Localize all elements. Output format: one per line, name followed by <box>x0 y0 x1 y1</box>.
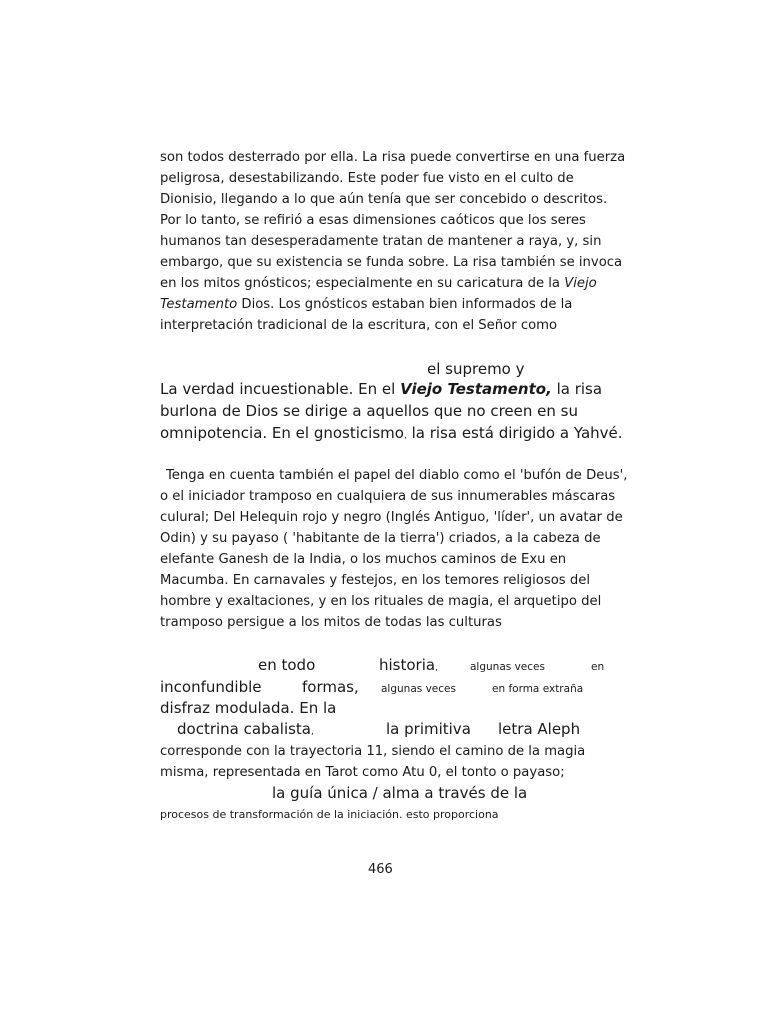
bold-italic-title: Viejo Testamento, <box>400 380 552 398</box>
text-line <box>160 298 572 311</box>
text-run: omnipotencia. En el gnosticismo <box>160 424 404 442</box>
text-run: La verdad incuestionable. En el <box>160 380 401 398</box>
text-line: Tenga en cuenta también el papel del diablo como el 'bufón de Deus', <box>166 468 628 483</box>
text-line <box>379 658 438 673</box>
text-line: o el iniciador tramposo en cualquiera de sus innumerables máscaras <box>160 489 616 504</box>
text-line: hombre y exaltaciones, y en los rituales de magia, el arquetipo del <box>160 594 602 609</box>
text-line <box>160 382 602 397</box>
text-line: son todos desterrado por ella. La risa puede convertirse en una fuerza <box>160 150 626 165</box>
text-line: corresponde con la trayectoria 11, siendo el camino de la magia <box>160 744 586 759</box>
text-run: algunas veces <box>470 661 545 673</box>
text-line: Macumba. En carnavales y festejos, en los temores religiosos del <box>160 573 591 588</box>
text-line: procesos de transformación de la iniciación. esto proporciona <box>160 808 499 821</box>
text-run: doctrina cabalista <box>177 720 312 738</box>
italic-title: Testamento <box>160 297 238 312</box>
text-line: la guía única / alma a través de la <box>272 784 528 802</box>
text-run: algunas veces <box>381 683 456 695</box>
text-run: en todo <box>258 656 316 674</box>
text-run: , <box>311 727 314 737</box>
text-run: Dios. Los gnósticos estaban bien informados de la <box>237 297 573 312</box>
text-line: tramposo persigue a los mitos de todas las culturas <box>160 615 502 630</box>
text-line: el supremo y <box>427 360 525 378</box>
text-run: en forma extraña <box>492 683 584 695</box>
text-run: la risa <box>551 380 603 398</box>
text-line: embargo, que su existencia se funda sobre. La risa también se invoca <box>160 255 623 270</box>
text-line: misma, representada en Tarot como Atu 0, el tonto o payaso; <box>160 765 565 780</box>
text-run: la risa está dirigido a Yahvé. <box>406 424 623 442</box>
text-run: la primitiva <box>386 720 471 738</box>
text-line <box>177 722 314 737</box>
text-line: Odin) y su payaso ( 'habitante de la tierra') criados, a la cabeza de <box>160 531 601 546</box>
text-line: peligrosa, desestabilizando. Este poder fue visto en el culto de <box>160 171 574 186</box>
text-run: historia <box>379 656 436 674</box>
text-run: , <box>403 431 407 441</box>
text-line: disfraz modulada. En la <box>160 699 337 717</box>
text-run: en los mitos gnósticos; especialmente en su caricatura de la <box>160 276 565 291</box>
text-line: elefante Ganesh de la India, o los muchos caminos de Exu en <box>160 552 567 567</box>
text-run: en <box>591 661 605 673</box>
text-line: burlona de Dios se dirige a aquellos que no creen en su <box>160 402 578 420</box>
text-line: culural; Del Helequin rojo y negro (Inglés Antiguo, 'líder', un avatar de <box>160 510 623 525</box>
text-line <box>160 426 623 441</box>
italic-title: Viejo <box>564 276 597 291</box>
text-run: letra Aleph <box>498 720 581 738</box>
text-line: interpretación tradicional de la escritura, con el Señor como <box>160 318 558 333</box>
text-run: formas, <box>302 678 359 696</box>
text-line: Dionisio, llegando a lo que aún tenía que ser concebido o descritos. <box>160 192 608 207</box>
text-line: humanos tan desesperadamente tratan de mantener a raya, y, sin <box>160 234 602 249</box>
page-number: 466 <box>368 862 393 877</box>
text-line <box>160 277 597 290</box>
text-line: Por lo tanto, se refirió a esas dimensiones caóticos que los seres <box>160 213 586 228</box>
text-run: inconfundible <box>160 678 262 696</box>
text-run: , <box>435 663 438 673</box>
